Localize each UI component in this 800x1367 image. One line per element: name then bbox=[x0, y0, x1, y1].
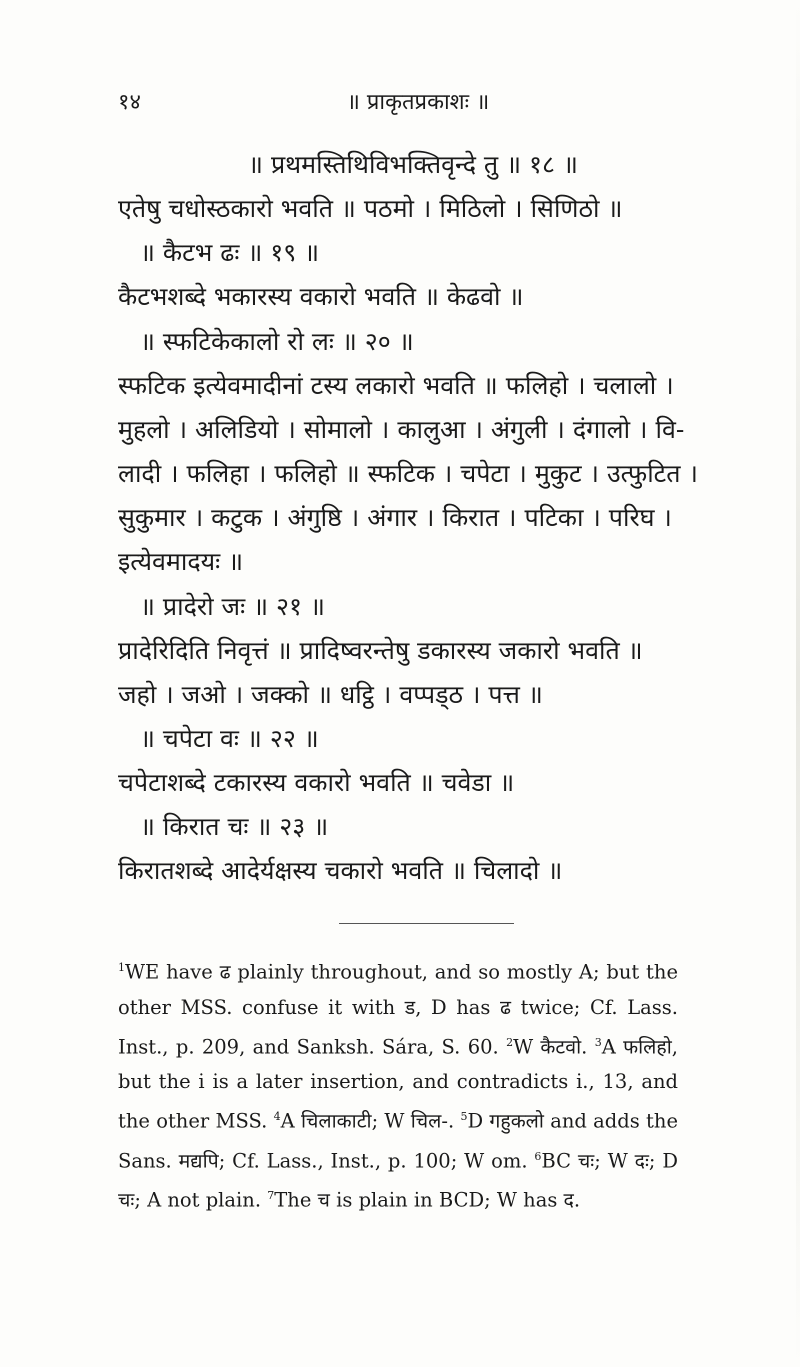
commentary-line: इत्येवमादयः ॥ bbox=[118, 547, 244, 576]
sutra-heading: ॥ प्रादेरो जः ॥ २१ ॥ bbox=[140, 592, 325, 621]
page-number: १४ bbox=[118, 90, 141, 115]
footnotes: $^1$WE have ढ plainly throughout, and so mostly A; but the other MSS. confuse it with ड, D has ढ twice; Cf. Lass. Inst., p. 209, and Sanksh. Sára, S. 60. $^2$W कैटवो. $^3$A फलिहो, but the i is a later insertion, and contradicts i., 13, and the other MSS. $^4$A चिलाकाटी; W चिल-. $^5$D गहुकलो and adds the Sans. मद्यपि; Cf. Lass., Inst., p. 100; W om. $^6$BC चः; W दः; D चः; A not plain. $^7$The च is plain in BCD; W has द. bbox=[118, 960, 679, 1212]
footnote-3: A फलिहो, but the i is a later insertion, and contradicts i., 13, and the other MSS. bbox=[118, 1035, 679, 1133]
sutra-heading: ॥ प्रथमस्तिथिविभक्तिवृन्दे तु ॥ १८ ॥ bbox=[248, 150, 578, 179]
commentary-line: चपेटाशब्दे टकारस्य वकारो भवति ॥ चवेडा ॥ bbox=[118, 768, 515, 797]
commentary-line: प्रादेरिदिति निवृत्तं ॥ प्रादिष्वरन्तेषु डकारस्य जकारो भवति ॥ bbox=[118, 636, 643, 665]
commentary-line: सुकुमार । कटुक । अंगुष्ठि । अंगार । किरात । पटिका । परिघ । bbox=[118, 503, 672, 532]
commentary-line: जहो । जओ । जक्को ॥ धट्ठि । वप्पड्ठ । पत्त ॥ bbox=[118, 680, 543, 709]
sutra-heading: ॥ किरात चः ॥ २३ ॥ bbox=[140, 812, 329, 841]
commentary-line: मुहलो । अलिडियो । सोमालो । कालुआ । अंगुली । दंगालो । वि- bbox=[118, 415, 685, 444]
commentary-line: लादी । फलिहा । फलिहो ॥ स्फटिक । चपेटा । मुकुट । उत्फुटित । bbox=[118, 459, 698, 488]
footnote-2: W कैटवो. bbox=[513, 1035, 588, 1058]
sutra-heading: ॥ चपेटा वः ॥ २२ ॥ bbox=[140, 724, 319, 753]
running-head: ॥ प्राकृतप्रकाशः ॥ bbox=[346, 90, 490, 115]
commentary-line: कैटभशब्दे भकारस्य वकारो भवति ॥ केढवो ॥ bbox=[118, 282, 524, 311]
commentary-line: स्फटिक इत्येवमादीनां टस्य लकारो भवति ॥ फलिहो । चलालो । bbox=[118, 371, 674, 400]
footnote-divider bbox=[339, 923, 514, 924]
footnote-1: WE have ढ plainly throughout, and so mostly A; but the other MSS. confuse it with ड, D has ढ twice; Cf. Lass. Inst., p. 209, and Sanksh. Sára, S. 60. bbox=[118, 960, 678, 1058]
page-edge-shadow bbox=[796, 0, 800, 1367]
page-header bbox=[118, 82, 718, 122]
footnote-6: BC चः; W दः; D चः; A not plain. bbox=[118, 1149, 678, 1212]
sutra-heading: ॥ स्फटिकेकालो रो लः ॥ २० ॥ bbox=[140, 327, 414, 356]
commentary-line: किरातशब्दे आदेर्यक्षस्य चकारो भवति ॥ चिलादो ॥ bbox=[118, 856, 563, 885]
footnote-7: The च is plain in BCD; W has द. bbox=[274, 1188, 581, 1212]
sutra-heading: ॥ कैटभ ढः ॥ १९ ॥ bbox=[140, 238, 320, 267]
footnote-5: D गहुकलो and adds the Sans. मद्यपि; Cf. Lass., Inst., p. 100; W om. bbox=[118, 1109, 678, 1172]
commentary-line: एतेषु चधोस्ठकारो भवति ॥ पठमो । मिठिलो । सिणिठो ॥ bbox=[118, 194, 623, 223]
footnote-4: A चिलाकाटी; W चिल-. bbox=[280, 1109, 455, 1133]
